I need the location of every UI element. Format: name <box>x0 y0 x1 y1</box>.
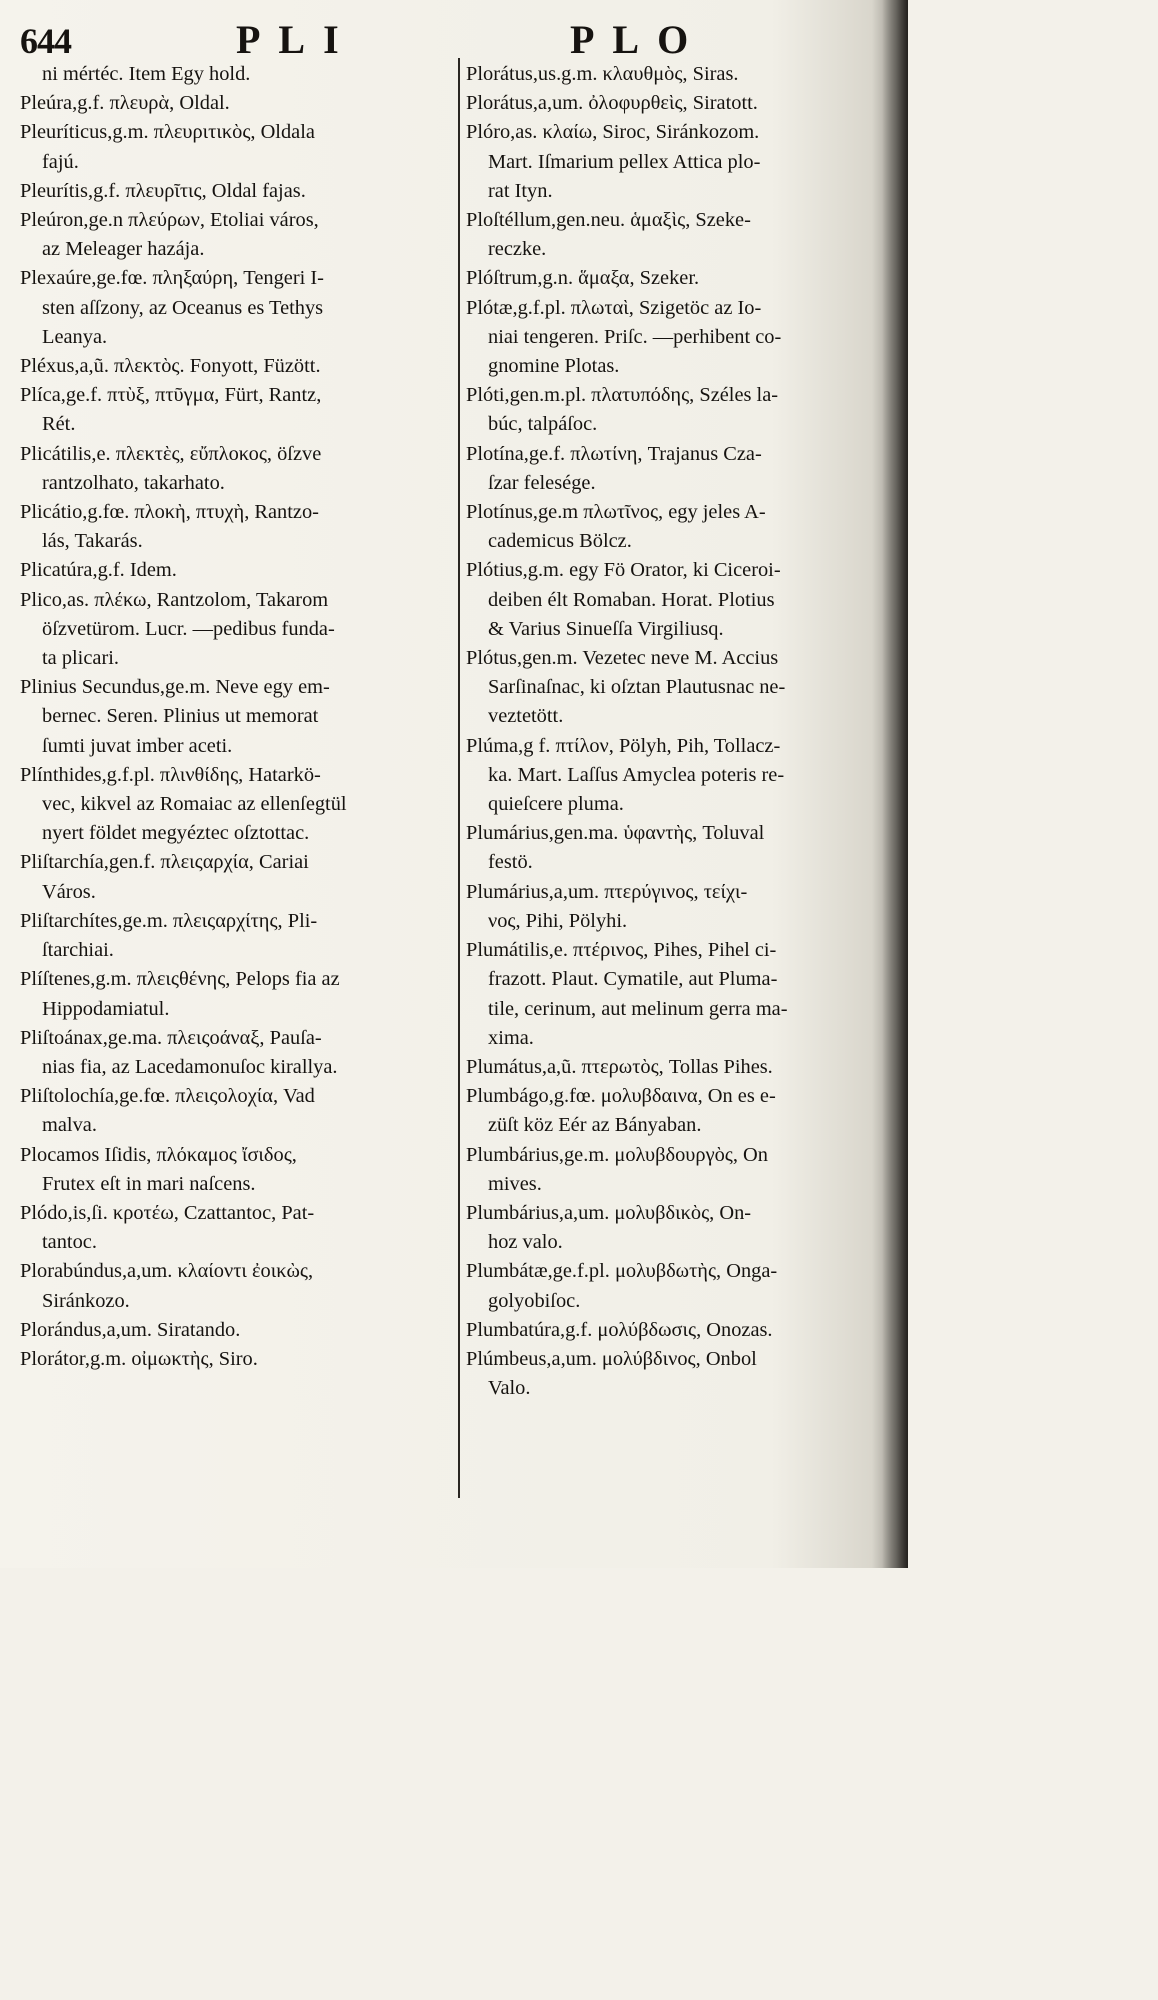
entry-line: ta plicari. <box>42 647 119 670</box>
entry-line: Plorátus,a,um. ὀλοφυρθεὶς, Siratott. <box>466 92 758 115</box>
right-column <box>466 60 891 1403</box>
dictionary-entry <box>466 556 891 644</box>
entry-line: Plorabúndus,a,um. κλαίοντι ἐοικὼς, <box>20 1260 314 1283</box>
entry-line: Plúma,g f. πτίλον, Pölyh, Pih, Tollacz- <box>466 734 781 757</box>
entry-line: ſtarchiai. <box>42 939 114 962</box>
entry-line: Plótæ,g.f.pl. πλωταὶ, Szigetöc az Io- <box>466 296 762 319</box>
entry-line: Plicatúra,g.f. Idem. <box>20 559 177 582</box>
entry-line: Mart. Iſmarium pellex Attica plo- <box>488 150 761 173</box>
entry-line: xima. <box>488 1026 534 1049</box>
dictionary-entry <box>466 1316 891 1345</box>
page-number: 644 <box>20 21 71 61</box>
entry-line: Siránkozo. <box>42 1289 130 1312</box>
entry-line: nyert földet megyéztec oſztottac. <box>42 822 310 845</box>
entry-line: hoz valo. <box>488 1231 563 1254</box>
entry-line: & Varius Sinueſſa Virgiliusq. <box>488 617 724 640</box>
running-head-left: PLI <box>236 17 357 62</box>
entry-line: ſumti juvat imber aceti. <box>42 734 233 757</box>
entry-line: Plicátilis,e. πλεκτὲς, εὔπλοκος, öſzve <box>20 442 322 465</box>
entry-line: öſzvetürom. Lucr. —pedibus funda- <box>42 617 335 640</box>
entry-line: Plóſtrum,g.n. ἅμαξα, Szeker. <box>466 267 700 290</box>
entry-line: tantoc. <box>42 1231 97 1254</box>
entry-line: quieſcere pluma. <box>488 793 624 816</box>
dictionary-entry <box>466 498 891 556</box>
dictionary-entry <box>20 1199 458 1257</box>
entry-line: Plíſtenes,g.m. πλειςθένης, Pelops fia az <box>20 968 340 991</box>
entry-line: Pliſtarchía,gen.f. πλειςαρχία, Cariai <box>20 851 309 874</box>
entry-line: Pleurítis,g.f. πλευρῖτις, Oldal fajas. <box>20 179 306 202</box>
entry-line: Rét. <box>42 413 76 436</box>
entry-line: niai tengeren. Priſc. —perhibent co- <box>488 325 782 348</box>
dictionary-entry <box>20 89 458 118</box>
entry-line: frazott. Plaut. Cymatile, aut Pluma- <box>488 968 778 991</box>
entry-line: cademicus Bölcz. <box>488 530 632 553</box>
entry-line: deiben élt Romaban. Horat. Plotius <box>488 588 775 611</box>
entry-line: ka. Mart. Laſſus Amyclea poteris re- <box>488 763 785 786</box>
page-header <box>0 12 908 62</box>
entry-line: Plóro,as. κλαίω, Siroc, Siránkozom. <box>466 121 760 144</box>
dictionary-entry <box>20 673 458 761</box>
entry-line: Pliſtolochía,ge.fœ. πλειςολοχία, Vad <box>20 1085 315 1108</box>
entry-line: Plúmbeus,a,um. μολύβδινος, Onbol <box>466 1347 757 1370</box>
dictionary-entry <box>466 264 891 293</box>
dictionary-entry <box>466 819 891 877</box>
entry-line: Plumárius,gen.ma. ὑφαντὴς, Toluval <box>466 822 765 845</box>
entry-line: Pleúra,g.f. πλευρὰ, Oldal. <box>20 92 230 115</box>
entry-line: Plorátor,g.m. οἰμωκτὴς, Siro. <box>20 1347 258 1370</box>
entry-line: Plorátus,us.g.m. κλαυθμὸς, Siras. <box>466 63 739 85</box>
dictionary-entry <box>20 1316 458 1345</box>
entry-line: reczke. <box>488 238 547 261</box>
entry-line: Plinius Secundus,ge.m. Neve egy em- <box>20 676 330 699</box>
entry-line: Plumátilis,e. πτέρινος, Pihes, Pihel ci- <box>466 939 777 962</box>
dictionary-entry <box>20 1257 458 1315</box>
entry-line: Plumátus,a,ũ. πτερωτὸς, Tollas Pihes. <box>466 1055 773 1078</box>
dictionary-entry <box>466 89 891 118</box>
dictionary-entry <box>20 1345 458 1374</box>
entry-line: búc, talpáſoc. <box>488 413 598 436</box>
dictionary-entry <box>20 907 458 965</box>
entry-line: lás, Takarás. <box>42 530 143 553</box>
dictionary-entry <box>20 118 458 176</box>
dictionary-entry <box>466 732 891 820</box>
entry-line: Pleuríticus,g.m. πλευριτικὸς, Oldala <box>20 121 315 144</box>
dictionary-entry <box>20 60 458 89</box>
entry-line: Plocamos Iſidis, πλόκαμος ἴσιδος, <box>20 1143 297 1166</box>
dictionary-entry <box>466 118 891 206</box>
entry-line: az Meleager hazája. <box>42 238 205 261</box>
entry-line: Frutex eſt in mari naſcens. <box>42 1172 256 1195</box>
entry-line: Plótius,g.m. egy Fö Orator, ki Ciceroi- <box>466 559 781 582</box>
entry-line: Sarſinaſnac, ki oſztan Plautusnac ne- <box>488 676 786 699</box>
entry-line: Pléxus,a,ũ. πλεκτὸς. Fonyott, Füzött. <box>20 355 321 378</box>
entry-line: vec, kikvel az Romaiac az ellenſegtül <box>42 793 347 816</box>
entry-line: Plorándus,a,um. Siratando. <box>20 1318 241 1341</box>
entry-line: züſt köz Eér az Bányaban. <box>488 1114 702 1137</box>
dictionary-entry <box>20 556 458 585</box>
dictionary-entry <box>20 498 458 556</box>
entry-line: Plumbárius,a,um. μολυβδικὸς, On- <box>466 1201 752 1224</box>
dictionary-entry <box>466 440 891 498</box>
dictionary-entry <box>20 965 458 1023</box>
dictionary-entry <box>20 848 458 906</box>
entry-line: Plóti,gen.m.pl. πλατυπόδης, Széles la- <box>466 384 779 407</box>
entry-line: Ploſtéllum,gen.neu. ἁμαξὶς, Szeke- <box>466 209 751 232</box>
dictionary-entry <box>466 381 891 439</box>
entry-line: Plíca,ge.f. πτὺξ, πτῦγμα, Fürt, Rantz, <box>20 384 322 407</box>
entry-line: Plumárius,a,um. πτερύγινος, τείχι- <box>466 880 748 903</box>
entry-line: Valo. <box>488 1377 531 1400</box>
entry-line: Leanya. <box>42 325 108 348</box>
entry-line: golyobiſoc. <box>488 1289 581 1312</box>
entry-line: nias fia, az Lacedamonuſoc kirallya. <box>42 1055 338 1078</box>
dictionary-entry <box>466 1082 891 1140</box>
entry-line: Plódo,is,ſi. κροτέω, Czattantoc, Pat- <box>20 1201 315 1224</box>
entry-line: fajú. <box>42 150 79 173</box>
left-column <box>20 60 458 1374</box>
entry-line: Plumbárius,ge.m. μολυβδουργὸς, On <box>466 1143 768 1166</box>
dictionary-entry <box>20 440 458 498</box>
entry-line: Plotínus,ge.m πλωτῖνος, egy jeles A- <box>466 501 766 524</box>
dictionary-entry <box>466 1257 891 1315</box>
entry-line: Pleúron,ge.n πλεύρων, Etoliai város, <box>20 209 319 232</box>
entry-line: malva. <box>42 1114 97 1137</box>
entry-line: Hippodamiatul. <box>42 997 170 1020</box>
dictionary-entry <box>20 586 458 674</box>
dictionary-entry <box>20 381 458 439</box>
dictionary-entry <box>466 1053 891 1082</box>
dictionary-entry <box>20 206 458 264</box>
entry-line: tile, cerinum, aut melinum gerra ma- <box>488 997 788 1020</box>
entry-line: ſzar felesége. <box>488 471 596 494</box>
dictionary-entry <box>20 1141 458 1199</box>
dictionary-entry <box>466 1199 891 1257</box>
dictionary-entry <box>20 264 458 352</box>
dictionary-entry <box>466 1141 891 1199</box>
entry-line: Plumbátæ,ge.f.pl. μολυβδωτὴς, Onga- <box>466 1260 778 1283</box>
entry-line: Plótus,gen.m. Vezetec neve M. Accius <box>466 647 779 670</box>
dictionary-entry <box>466 206 891 264</box>
entry-line: Plexaúre,ge.fœ. πληξαύρη, Tengeri I- <box>20 267 324 290</box>
entry-line: Plumbágo,g.fœ. μολυβδαινα, On es e- <box>466 1085 776 1108</box>
entry-line: Pliſtarchítes,ge.m. πλειςαρχίτης, Pli- <box>20 909 318 932</box>
entry-line: Város. <box>42 880 96 903</box>
entry-line: bernec. Seren. Plinius ut memorat <box>42 705 319 728</box>
dictionary-entry <box>20 177 458 206</box>
entry-line: rat Ityn. <box>488 179 553 202</box>
entry-line: gnomine Plotas. <box>488 355 620 378</box>
entry-line: Plínthides,g.f.pl. πλινθίδης, Hatarkö- <box>20 763 321 786</box>
dictionary-entry <box>20 1024 458 1082</box>
entry-line: Plotína,ge.f. πλωτίνη, Trajanus Cza- <box>466 442 762 465</box>
dictionary-entry <box>20 1082 458 1140</box>
dictionary-entry <box>466 644 891 732</box>
dictionary-entry <box>466 60 891 89</box>
entry-line: νος, Pihi, Pölyhi. <box>488 909 628 932</box>
column-divider <box>458 58 460 1498</box>
dictionary-entry <box>20 761 458 849</box>
entry-line: festö. <box>488 851 533 874</box>
running-head-right: PLO <box>570 17 707 62</box>
entry-line: mives. <box>488 1172 542 1195</box>
entry-line: sten aſſzony, az Oceanus es Tethys <box>42 296 324 319</box>
entry-line: Plicátio,g.fœ. πλοκὴ, πτυχὴ, Rantzo- <box>20 501 319 524</box>
dictionary-entry <box>20 352 458 381</box>
entry-line: rantzolhato, takarhato. <box>42 471 225 494</box>
entry-line: Plumbatúra,g.f. μολύβδωσις, Onozas. <box>466 1318 773 1341</box>
dictionary-entry <box>466 294 891 382</box>
dictionary-entry <box>466 1345 891 1403</box>
dictionary-entry <box>466 936 891 1053</box>
entry-line: Plico,as. πλέκω, Rantzolom, Takarom <box>20 588 329 611</box>
entry-line: veztetött. <box>488 705 564 728</box>
dictionary-entry <box>466 878 891 936</box>
entry-line: ni mértéc. Item Egy hold. <box>42 63 251 85</box>
entry-line: Pliſtoánax,ge.ma. πλειςοάναξ, Pauſa- <box>20 1026 322 1049</box>
